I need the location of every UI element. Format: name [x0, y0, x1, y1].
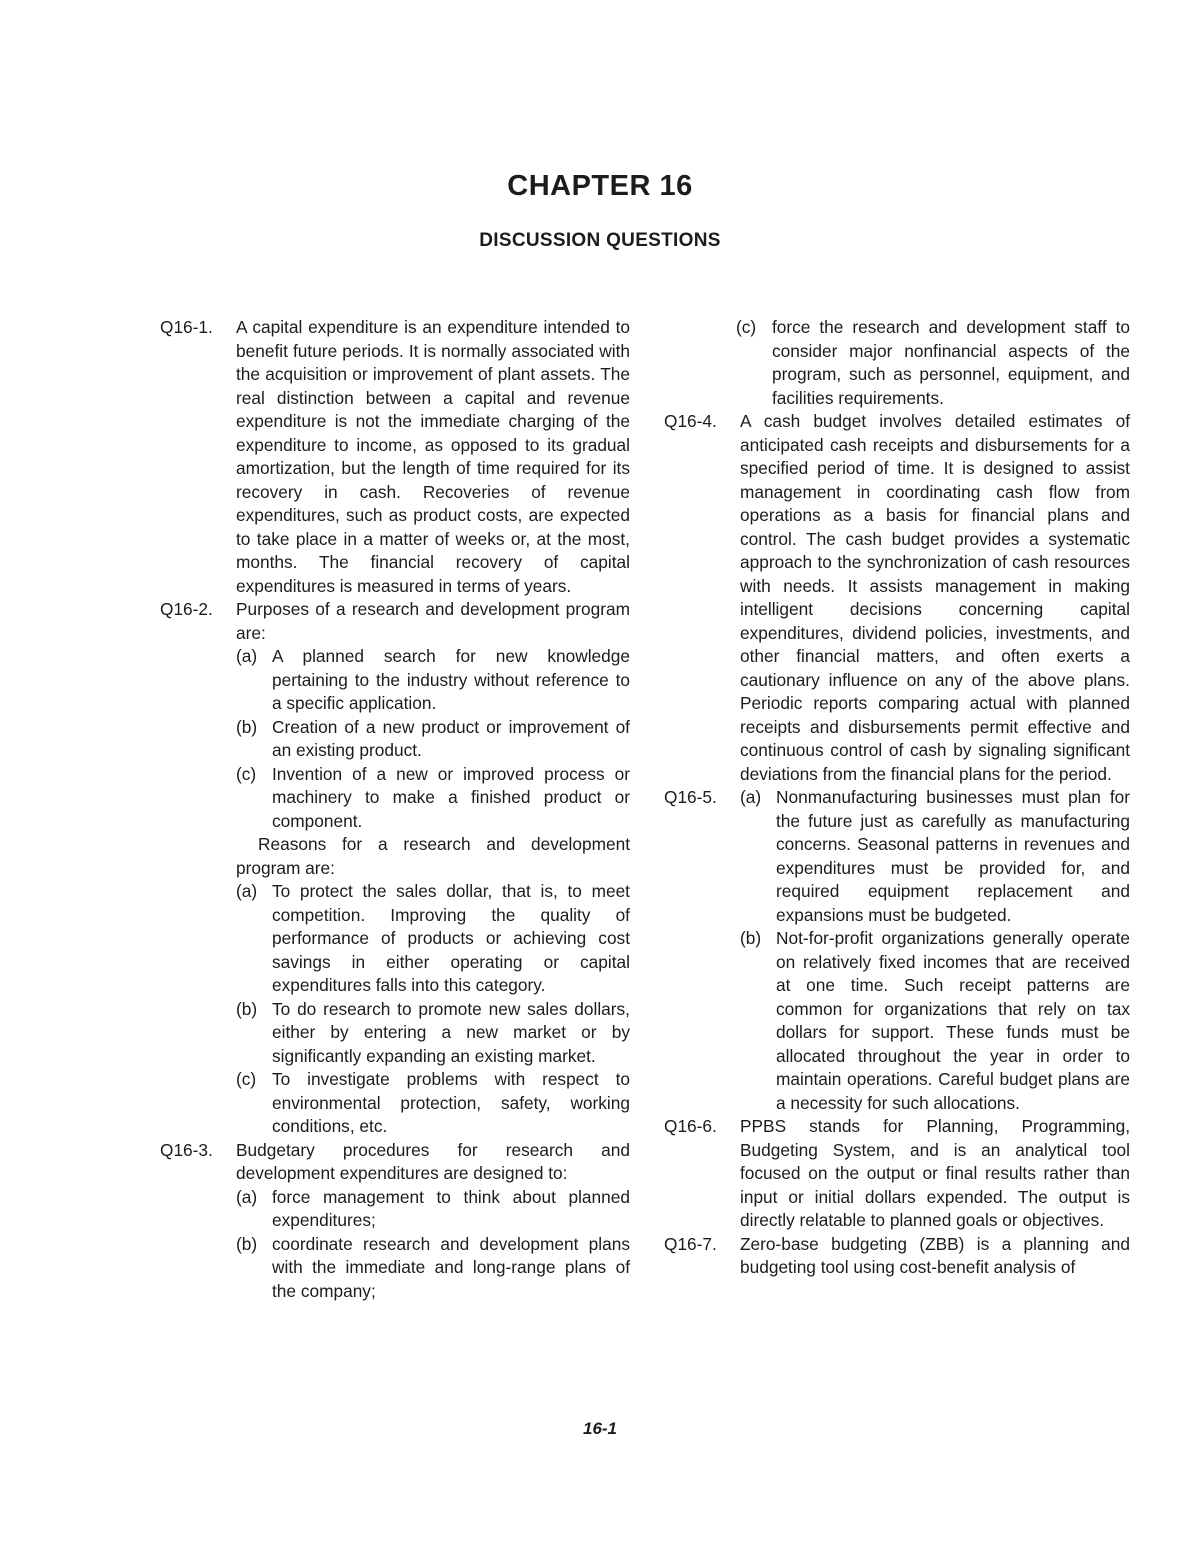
item-label: (a) — [236, 1186, 258, 1207]
list-item — [236, 645, 630, 716]
question-q16-3 — [160, 1139, 630, 1304]
reasons-intro: Reasons for a research and development program are: — [236, 834, 630, 878]
list-item — [236, 1068, 630, 1139]
question-text: A capital expenditure is an expenditure intended to benefit future periods. It is normally associated with the acquisition or improvement of plant assets. The real distinction between a capital and revenue expenditure is not the immediate charging of the expenditure to income, as opposed to its gradual amortization, but the length of time required for its recovery in cash. Recoveries of revenue expenditures, such as product costs, are expected to take place in a matter of weeks or, at the most, months. The financial recovery of capital expenditures is measured in terms of years. — [236, 317, 630, 596]
question-number: Q16-1. — [160, 317, 213, 337]
question-text: A cash budget involves detailed estimates of anticipated cash receipts and disbursements for a specified period of time. It is designed to assist management in coordinating cash flow from operations as a basis for financial plans and control. The cash budget provides a systematic approach to the synchronization of cash resources with needs. It assists management in making intelligent decisions concerning capital expenditures, dividend policies, investments, and other financial matters, and often exerts a cautionary influence on any of the above plans. Periodic reports comparing actual with planned receipts and disbursements permit effective and continuous control of cash by signaling significant deviations from the financial plans for the period. — [740, 411, 1130, 784]
question-number: Q16-5. — [664, 787, 717, 807]
section-title: DISCUSSION QUESTIONS — [479, 230, 721, 251]
left-column — [160, 316, 630, 1303]
item-label: (a) — [740, 787, 762, 807]
question-q16-5 — [664, 786, 1130, 1115]
chapter-title: CHAPTER 16 — [507, 170, 693, 202]
question-q16-6 — [664, 1115, 1130, 1233]
item-text: Not-for-profit organizations generally operate on relatively fixed incomes that are received at one time. Such receipt patterns are common for organizations that rely on tax dollars for support. These funds must be allocated throughout the year in order to maintain operations. Careful budget plans are a necessity for such allocations. — [776, 928, 1130, 1113]
item-text: To do research to promote new sales dollars, either by entering a new market or by significantly expanding an existing market. — [272, 998, 630, 1066]
item-label: (c) — [236, 1069, 257, 1089]
item-label: (c) — [236, 763, 257, 784]
item-text: To protect the sales dollar, that is, to meet competition. Improving the quality of performance of products or achieving cost savings in either operating or capital expenditures falls into this category. — [272, 881, 630, 995]
item-label: (a) — [236, 646, 258, 666]
list-item — [740, 927, 1130, 1115]
item-text: To investigate problems with respect to environmental protection, safety, working conditions, etc. — [272, 1069, 630, 1136]
list-item — [236, 716, 630, 763]
item-label: (b) — [236, 998, 258, 1019]
item-text: Invention of a new or improved process or machinery to make a finished product or component. — [272, 763, 630, 831]
list-item — [236, 880, 630, 998]
question-number: Q16-6. — [664, 1116, 717, 1136]
page-number: 16-1 — [582, 1419, 618, 1438]
list-item-continued — [664, 316, 1130, 410]
item-text: A planned search for new knowledge pertaining to the industry without reference to a specific application. — [272, 646, 630, 713]
list-item — [236, 763, 630, 834]
item-text: force the research and development staff to consider major nonfinancial aspects of the program, such as personnel, equipment, and facilities requirements. — [772, 317, 1130, 408]
item-text: coordinate research and development plans with the immediate and long-range plans of the company; — [272, 1233, 630, 1301]
list-item — [236, 998, 630, 1069]
list-item — [236, 1186, 630, 1233]
item-label: (b) — [236, 1233, 258, 1254]
item-label: (b) — [740, 928, 762, 948]
question-text: PPBS stands for Planning, Programming, Budgeting System, and is an analytical tool focused on the output or final results rather than input or initial dollars expended. The output is directly relatable to planned goals or objectives. — [740, 1116, 1130, 1230]
item-text: Creation of a new product or improvement of an existing product. — [272, 716, 630, 760]
question-number: Q16-3. — [160, 1139, 213, 1160]
list-item — [740, 786, 1130, 927]
question-intro: Budgetary procedures for research and development expenditures are designed to: — [236, 1139, 630, 1183]
question-q16-4 — [664, 410, 1130, 786]
item-label: (c) — [736, 317, 757, 337]
question-text: Zero-base budgeting (ZBB) is a planning and budgeting tool using cost-benefit analysis of — [740, 1233, 1130, 1277]
item-text: Nonmanufacturing businesses must plan for the future just as carefully as manufacturing concerns. Seasonal patterns in revenues and expenditures must be provided for, and required equipment replacement and expansions must be budgeted. — [776, 787, 1130, 925]
question-number: Q16-7. — [664, 1233, 717, 1254]
item-label: (b) — [236, 716, 258, 737]
question-number: Q16-2. — [160, 599, 213, 619]
item-label: (a) — [236, 881, 258, 901]
question-intro: Purposes of a research and development program are: — [236, 599, 630, 643]
right-column — [664, 316, 1130, 1280]
question-q16-1 — [160, 316, 630, 598]
question-q16-7 — [664, 1233, 1130, 1280]
question-q16-2 — [160, 598, 630, 1139]
item-text: force management to think about planned expenditures; — [272, 1186, 630, 1230]
question-number: Q16-4. — [664, 411, 717, 431]
list-item — [236, 1233, 630, 1304]
